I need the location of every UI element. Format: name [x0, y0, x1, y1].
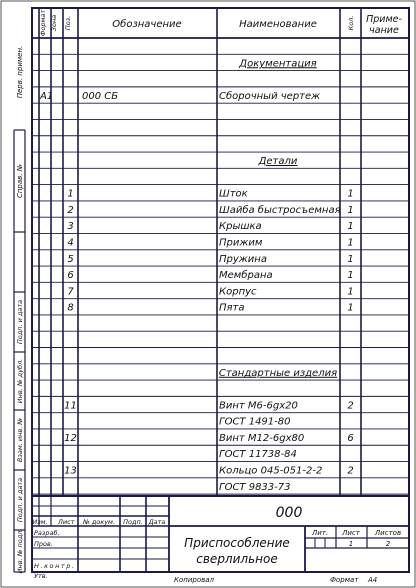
cell-position: 3: [67, 221, 74, 233]
cell-quantity: 1: [347, 204, 354, 216]
table-row: [32, 417, 409, 429]
cell-position: 11: [64, 400, 77, 412]
margin-podp-data-1: Подп. и дата: [16, 299, 24, 345]
cell-quantity: 1: [347, 270, 354, 282]
table-row: [32, 466, 409, 478]
cell-name: Кольцо 045-051-2-2: [219, 465, 323, 477]
cell-quantity: 1: [347, 253, 354, 265]
cell-quantity: 1: [347, 188, 354, 200]
table-row: [32, 303, 409, 315]
header-format: Формат: [39, 9, 47, 37]
tb-izm: Изм.: [32, 518, 48, 526]
tb-podp: Подп.: [123, 518, 143, 526]
cell-quantity: 1: [347, 221, 354, 233]
cell-position: 4: [67, 237, 74, 249]
tb-title-2: сверлильное: [196, 552, 278, 566]
table-row: [32, 368, 409, 380]
cell-position: 5: [67, 253, 74, 265]
cell-name: ГОСТ 11738-84: [219, 449, 297, 461]
table-row: [32, 204, 409, 217]
footer-format-value: А4: [368, 576, 378, 584]
tb-sheet-value: 1: [348, 540, 354, 548]
table-row: [32, 221, 409, 233]
cell-name: Корпус: [219, 286, 257, 298]
margin-sprav-no: Справ. №: [16, 163, 24, 199]
footer: [174, 576, 377, 584]
cell-name: Шток: [219, 188, 248, 200]
cell-designation: 000 СБ: [82, 90, 119, 102]
table-row: [32, 269, 409, 282]
cell-name: Документация: [239, 58, 317, 70]
table-row: [32, 433, 409, 445]
tb-razrab: Разраб.: [34, 529, 60, 537]
cell-name: ГОСТ 9833-73: [219, 481, 291, 493]
cell-position: 6: [67, 270, 74, 282]
cell-position: 12: [64, 432, 77, 444]
tb-title-1: Приспособление: [184, 536, 290, 550]
margin-inv-podl: Инв. № подл.: [16, 528, 24, 574]
margin-inv-dubl: Инв. № дубл.: [16, 358, 24, 404]
header-pos: Поз.: [64, 15, 72, 31]
header-name: Наименование: [239, 19, 317, 30]
cell-quantity: 1: [347, 302, 354, 314]
cell-name: Мембрана: [219, 270, 273, 282]
tb-utv: Утв.: [34, 572, 48, 580]
cell-name: Стандартные изделия: [218, 367, 338, 379]
spec-column-lines: [39, 8, 361, 496]
cell-position: 2: [67, 204, 74, 216]
cell-quantity: 1: [347, 286, 354, 298]
cell-name: ГОСТ 1491-80: [219, 416, 291, 428]
table-row: [32, 482, 409, 494]
table-row: [32, 449, 409, 461]
tb-list: Лист: [58, 518, 75, 526]
cell-name: Крышка: [219, 221, 262, 233]
cell-position: 8: [67, 302, 74, 314]
cell-name: Шайба быстросъемная: [219, 204, 341, 216]
left-margin-strip: [14, 46, 25, 574]
cell-name: Сборочный чертеж: [219, 90, 321, 102]
tb-n-kontr: Н.контр.: [34, 562, 74, 570]
spec-table-rows: [32, 54, 409, 494]
cell-quantity: 6: [347, 432, 354, 444]
cell-format: А1: [40, 90, 54, 102]
margin-podp-data-2: Подп. и дата: [16, 477, 24, 523]
table-row: [32, 400, 409, 412]
cell-name: Пята: [219, 302, 245, 314]
tb-date: Дата: [148, 518, 166, 526]
table-row: [32, 156, 409, 168]
table-row: [32, 189, 409, 201]
cell-name: Винт М12-6gх80: [219, 432, 305, 444]
spec-header: [32, 10, 409, 38]
header-qty: Кол.: [347, 15, 355, 31]
cell-name: Детали: [258, 156, 298, 168]
cell-name: Пружина: [219, 253, 267, 265]
tb-prov: Пров.: [34, 540, 53, 548]
tb-sheets-label: Листов: [374, 529, 402, 537]
cell-name: Прижим: [219, 237, 263, 249]
cell-quantity: 2: [347, 400, 354, 412]
table-row: [32, 90, 409, 103]
table-row: [32, 58, 409, 70]
footer-format-label: Формат: [330, 576, 359, 584]
cell-name: Винт М6-6gх20: [219, 400, 298, 412]
table-row: [32, 237, 409, 249]
tb-sheets-value: 2: [385, 540, 391, 548]
tb-doc-code: 000: [275, 505, 303, 521]
cell-position: 1: [67, 188, 74, 200]
margin-vzam-inv: Взам. инв. №: [16, 417, 24, 463]
table-row: [32, 254, 409, 266]
header-note-1: Приме-: [366, 14, 402, 25]
title-block: [32, 496, 409, 580]
tb-lit-label: Лит.: [311, 529, 329, 537]
header-zone: Зона: [50, 14, 58, 32]
cell-quantity: 1: [347, 237, 354, 249]
tb-doc-no: № докум.: [82, 518, 116, 526]
header-designation: Обозначение: [112, 19, 182, 30]
margin-perv-primen: Перв. примен.: [16, 45, 24, 99]
tb-sheet-label: Лист: [342, 529, 360, 537]
header-note-2: чание: [369, 25, 399, 36]
cell-position: 7: [67, 286, 74, 298]
cell-quantity: 2: [347, 465, 354, 477]
footer-copied: Копировал: [174, 576, 214, 584]
cell-position: 13: [64, 465, 77, 477]
table-row: [32, 286, 409, 298]
